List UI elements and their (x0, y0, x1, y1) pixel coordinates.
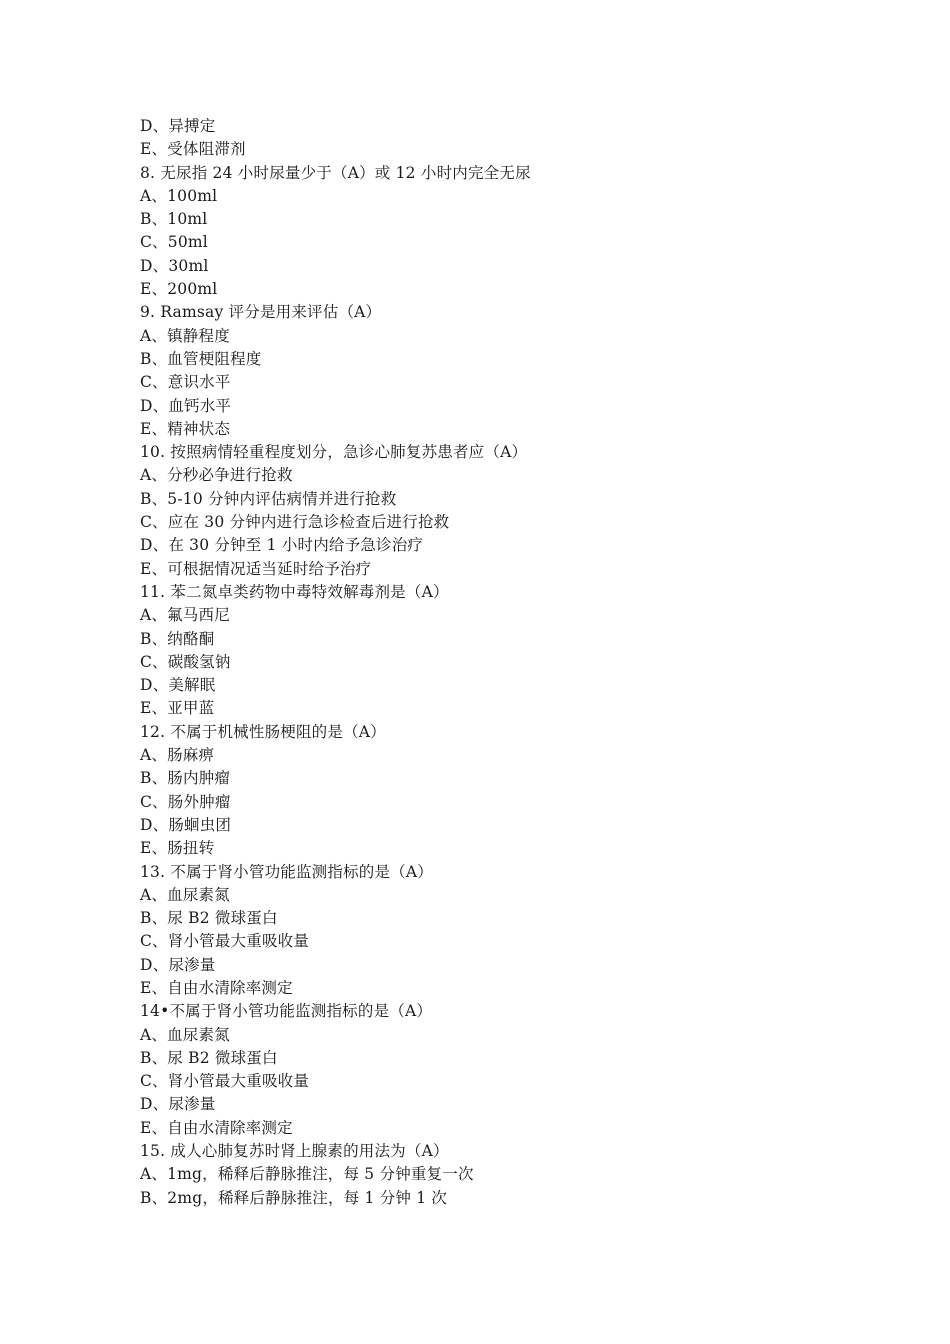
option-line: E、亚甲蓝 (140, 699, 215, 718)
option-line: D、肠蛔虫团 (140, 815, 232, 834)
option-line: D、尿渗量 (140, 955, 216, 974)
question-line: 8. 无尿指 24 小时尿量少于（A）或 12 小时内完全无尿 (140, 163, 531, 182)
option-line: A、1mg，稀释后静脉推注，每 5 分钟重复一次 (140, 1165, 474, 1184)
option-line: E、自由水清除率测定 (140, 978, 293, 997)
option-line: B、纳酪酮 (140, 629, 215, 648)
option-line: A、氟马西尼 (140, 606, 230, 625)
option-line: E、肠扭转 (140, 839, 215, 858)
option-line: D、在 30 分钟至 1 小时内给予急诊治疗 (140, 536, 424, 555)
option-line: B、5-10 分钟内评估病情并进行抢救 (140, 489, 397, 508)
option-line: B、血管梗阻程度 (140, 349, 262, 368)
option-line: A、血尿素氮 (140, 885, 230, 904)
question-line: 11. 苯二氮卓类药物中毒特效解毒剂是（A） (140, 582, 449, 601)
option-line: A、血尿素氮 (140, 1025, 230, 1044)
option-line: B、2mg，稀释后静脉推注，每 1 分钟 1 次 (140, 1188, 448, 1207)
option-line: E、受体阻滞剂 (140, 140, 246, 159)
option-line: C、意识水平 (140, 373, 231, 392)
option-line: A、100ml (140, 186, 218, 205)
option-line: E、精神状态 (140, 419, 231, 438)
question-line: 13. 不属于肾小管功能监测指标的是（A） (140, 862, 433, 881)
option-line: C、碳酸氢钠 (140, 652, 231, 671)
option-line: B、肠内肿瘤 (140, 769, 231, 788)
option-line: D、血钙水平 (140, 396, 232, 415)
question-line: 10. 按照病情轻重程度划分，急诊心肺复苏患者应（A） (140, 443, 528, 462)
question-line: 14•不属于肾小管功能监测指标的是（A） (140, 1002, 433, 1021)
option-line: C、肾小管最大重吸收量 (140, 932, 310, 951)
option-line: D、美解眠 (140, 676, 216, 695)
option-line: E、200ml (140, 280, 218, 299)
question-line: 9. Ramsay 评分是用来评估（A） (140, 303, 382, 322)
option-line: A、镇静程度 (140, 326, 230, 345)
option-line: E、自由水清除率测定 (140, 1118, 293, 1137)
option-line: D、30ml (140, 256, 209, 275)
question-line: 15. 成人心肺复苏时肾上腺素的用法为（A） (140, 1142, 449, 1161)
option-line: C、肠外肿瘤 (140, 792, 231, 811)
option-line: B、10ml (140, 210, 208, 229)
option-line: C、50ml (140, 233, 208, 252)
question-line: 12. 不属于机械性肠梗阻的是（A） (140, 722, 386, 741)
option-line: D、尿渗量 (140, 1095, 216, 1114)
option-line: B、尿 B2 微球蛋白 (140, 909, 278, 928)
document-body (140, 115, 840, 1210)
option-line: A、分秒必争进行抢救 (140, 466, 293, 485)
option-line: E、可根据情况适当延时给予治疗 (140, 559, 372, 578)
option-line: A、肠麻痹 (140, 746, 215, 765)
option-line: B、尿 B2 微球蛋白 (140, 1048, 278, 1067)
option-line: C、肾小管最大重吸收量 (140, 1072, 310, 1091)
option-line: C、应在 30 分钟内进行急诊检查后进行抢救 (140, 513, 450, 532)
option-line: D、异搏定 (140, 117, 216, 135)
